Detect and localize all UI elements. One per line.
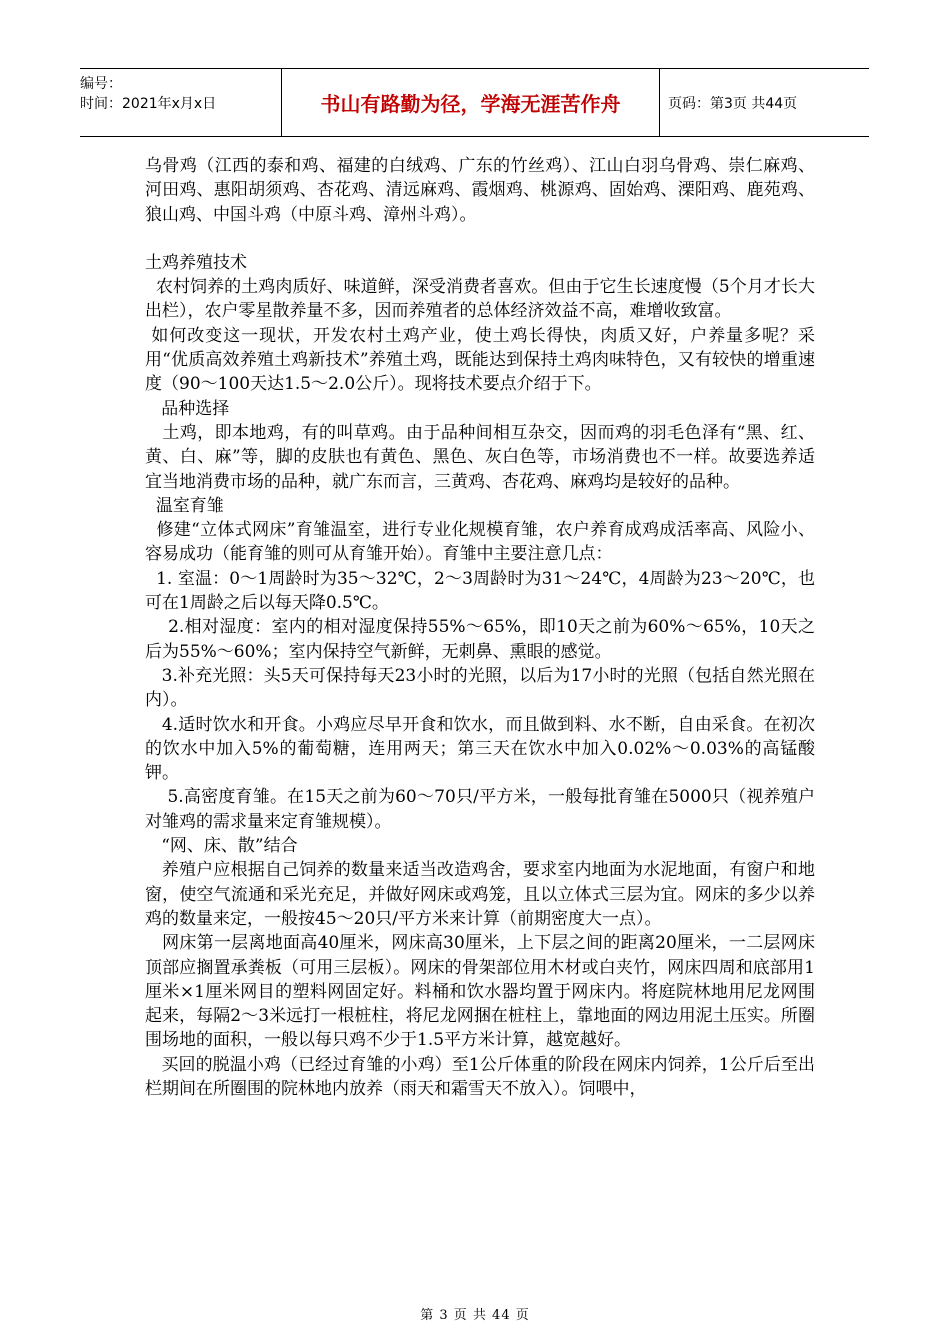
header-meta (80, 69, 282, 136)
header-motto: 书山有路勤为径，学海无涯苦作舟 (282, 69, 660, 136)
paragraph: 如何改变这一现状，开发农村土鸡产业，使土鸡长得快，肉质又好，户养量多呢？采用“优质高效养殖土鸡新技术”养殖土鸡，既能达到保持土鸡肉味特色，又有较快的增重速度（90～100天达1.5～2.0公斤）。现将技术要点介绍于下。 (145, 325, 816, 395)
header-page-info: 页码：第3页 共44页 (668, 95, 798, 112)
paragraph: 买回的脱温小鸡（已经过育雏的小鸡）至1公斤体重的阶段在网床内饲养，1公斤后至出栏期间在所圈围的院林地内放养（雨天和霜雪天不放入）。饲喂中， (145, 1054, 815, 1099)
paragraph: 土鸡，即本地鸡，有的叫草鸡。由于品种间相互杂交，因而鸡的羽毛色泽有“黑、红、黄、白、麻”等，脚的皮肤也有黄色、黑色、灰白色等，市场消费也不一样。故要选养适宜当地消费市场的品种，就广东而言，三黄鸡、杏花鸡、麻鸡均是较好的品种。 (145, 422, 815, 492)
paragraph: 3.补充光照：头5天可保持每天23小时的光照，以后为17小时的光照（包括自然光照在内）。 (145, 665, 815, 711)
document-number-label: 编号： (80, 76, 122, 92)
paragraph: 1. 室温：0～1周龄时为35～32℃，2～3周龄时为31～24℃，4周龄为23～20℃，也可在1周龄之后以每天降0.5℃。 (145, 568, 816, 614)
section-title: 品种选择 (145, 398, 230, 419)
page-header (80, 68, 869, 137)
section-title: 温室育雏 (145, 495, 224, 516)
paragraph: 2.相对湿度：室内的相对湿度保持55%～65%，即10天之前为60%～65%，10天之后为55%～60%；室内保持空气新鲜，无刺鼻、熏眼的感觉。 (145, 617, 815, 662)
document-time-label: 时间：2021年x月x日 (80, 96, 217, 112)
paragraph: 网床第一层离地面高40厘米，网床高30厘米，上下层之间的距离20厘米，一二层网床顶部应搁置承粪板（可用三层板）。网床的骨架部位用木材或白夹竹，网床四周和底部用1厘米×1厘米网目的塑料网固定好。料桶和饮水器均置于网床内。将庭院林地用尼龙网围起来，每隔2～3米远打一根桩柱，将尼龙网捆在桩柱上，靠地面的网边用泥土压实。所圈围场地的面积，一般以每只鸡不少于1.5平方米计算，越宽越好。 (145, 933, 815, 1051)
document-body (145, 154, 815, 1101)
paragraph: 4.适时饮水和开食。小鸡应尽早开食和饮水，而且做到料、水不断，自由采食。在初次的饮水中加入5%的葡萄糖，连用两天；第三天在饮水中加入0.02%～0.03%的高锰酸钾。 (145, 714, 815, 784)
paragraph: 5.高密度育雏。在15天之前为60～70只/平方米，一般每批育雏在5000只（视养殖户对雏鸡的需求量来定育雏规模）。 (145, 787, 815, 832)
section-title: “网、床、散”结合 (145, 836, 298, 857)
paragraph: 修建“立体式网床”育雏温室，进行专业化规模育雏，农户养育成鸡成活率高、风险小、容易成功（能育雏的则可从育雏开始）。育雏中主要注意几点： (145, 520, 815, 565)
paragraph: 农村饲养的土鸡肉质好、味道鲜，深受消费者喜欢。但由于它生长速度慢（5个月才长大出栏），农户零星散养量不多，因而养殖者的总体经济效益不高，难增收致富。 (145, 277, 815, 322)
paragraph-gap (145, 227, 815, 251)
paragraph: 乌骨鸡（江西的泰和鸡、福建的白绒鸡、广东的竹丝鸡）、江山白羽乌骨鸡、崇仁麻鸡、河田鸡、惠阳胡须鸡、杏花鸡、清远麻鸡、霞烟鸡、桃源鸡、固始鸡、溧阳鸡、鹿苑鸡、狼山鸡、中国斗鸡（中原斗鸡、漳州斗鸡）。 (145, 156, 815, 225)
paragraph: 养殖户应根据自己饲养的数量来适当改造鸡舍，要求室内地面为水泥地面，有窗户和地窗，使空气流通和采光充足，并做好网床或鸡笼，且以立体式三层为宜。网床的多少以养鸡的数量来定，一般按45～20只/平方米来计算（前期密度大一点）。 (145, 860, 815, 929)
section-title: 土鸡养殖技术 (145, 252, 247, 273)
page-footer: 第 3 页 共 44 页 (420, 1308, 530, 1323)
